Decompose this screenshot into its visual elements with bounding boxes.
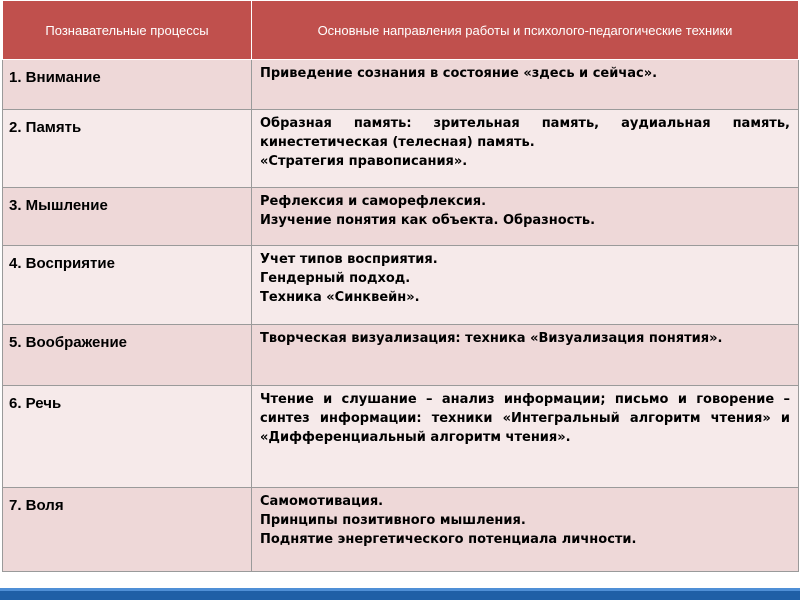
direction-line: Техника «Синквейн». — [260, 290, 420, 305]
direction-line: Учет типов восприятия. — [260, 252, 438, 267]
process-cell — [3, 488, 252, 572]
process-cell — [3, 60, 252, 110]
process-cell — [3, 325, 252, 386]
directions-cell — [252, 60, 799, 110]
direction-line: Приведение сознания в состояние «здесь и сейчас». — [260, 66, 658, 81]
process-name: 1. Внимание — [9, 69, 101, 86]
table-row — [3, 110, 799, 188]
slide-footer-bar — [0, 588, 800, 600]
processes-table — [2, 0, 799, 572]
process-cell — [3, 386, 252, 488]
directions-cell — [252, 246, 799, 325]
process-name: 4. Восприятие — [9, 255, 115, 272]
table-row — [3, 386, 799, 488]
direction-line: Творческая визуализация: техника «Визуализация понятия». — [260, 331, 723, 346]
table-header-row — [3, 1, 799, 60]
process-name: 2. Память — [9, 119, 82, 136]
header-directions: Основные направления работы и психолого-педагогические техники — [252, 1, 799, 60]
process-name: 6. Речь — [9, 395, 62, 412]
process-cell — [3, 110, 252, 188]
process-name: 5. Воображение — [9, 334, 128, 351]
process-cell — [3, 188, 252, 246]
directions-cell — [252, 188, 799, 246]
table-row — [3, 325, 799, 386]
direction-line: Рефлексия и саморефлексия. — [260, 194, 487, 209]
process-name: 3. Мышление — [9, 197, 108, 214]
table-row — [3, 488, 799, 572]
table-row — [3, 60, 799, 110]
table-row — [3, 246, 799, 325]
directions-cell — [252, 386, 799, 488]
process-cell — [3, 246, 252, 325]
direction-line: Принципы позитивного мышления. — [260, 513, 526, 528]
directions-cell — [252, 325, 799, 386]
direction-line: Поднятие энергетического потенциала личности. — [260, 532, 637, 547]
direction-line: Образная память: зрительная память, аудиальная память, кинестетическая (телесная) память. — [260, 116, 790, 150]
footer-accent-strip — [0, 588, 800, 591]
direction-line: Гендерный подход. — [260, 271, 411, 286]
process-name: 7. Воля — [9, 497, 64, 514]
direction-line: Изучение понятия как объекта. Образность. — [260, 213, 596, 228]
directions-cell — [252, 110, 799, 188]
direction-line: Чтение и слушание – анализ информации; письмо и говорение – синтез информации: техники «Интегральный алгоритм чтения» и «Дифференциальный алгоритм чтения». — [260, 392, 790, 445]
direction-line: «Стратегия правописания». — [260, 154, 468, 169]
direction-line: Самомотивация. — [260, 494, 384, 509]
table-row — [3, 188, 799, 246]
directions-cell — [252, 488, 799, 572]
header-processes: Познавательные процессы — [3, 1, 252, 60]
